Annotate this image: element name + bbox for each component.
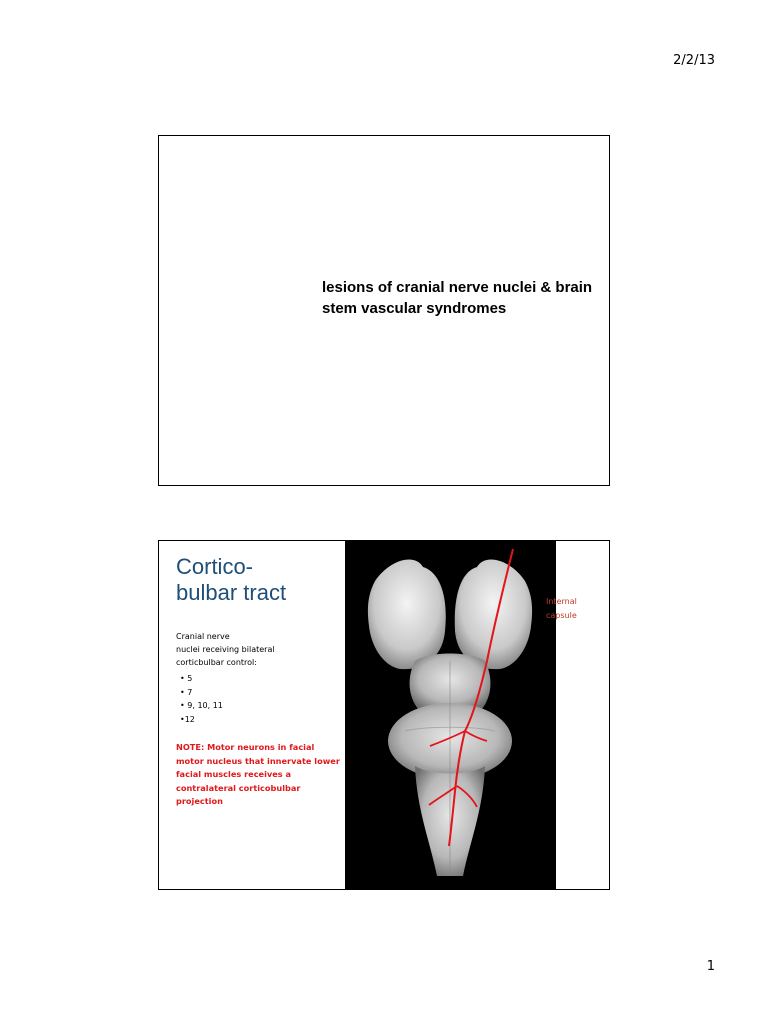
slide-1-title: lesions of cranial nerve nuclei & brain stem vascular syndromes	[322, 279, 593, 317]
internal-capsule-label: Internal capsule	[546, 597, 577, 620]
page-date: 2/2/13	[673, 53, 715, 68]
slide-2-title: Cortico- bulbar tract	[176, 554, 287, 605]
slide-2-intro-text: Cranial nerve nuclei receiving bilateral corticbulbar control:	[176, 632, 275, 667]
brainstem-illustration	[345, 541, 556, 889]
slide-2-note: NOTE: Motor neurons in facial motor nucleus that innervate lower facial muscles receives a contralateral corticobulbar projection	[176, 742, 340, 806]
list-item: • 9, 10, 11	[180, 701, 223, 710]
list-item: • 7	[180, 687, 193, 697]
slide-2	[158, 540, 610, 890]
list-item: • 5	[180, 674, 193, 683]
brainstem-illustration-icon	[345, 541, 556, 889]
list-item: •12	[180, 714, 195, 724]
cranial-nerve-list	[180, 672, 223, 726]
page-number: 1	[706, 959, 715, 974]
slide-1	[158, 135, 610, 486]
